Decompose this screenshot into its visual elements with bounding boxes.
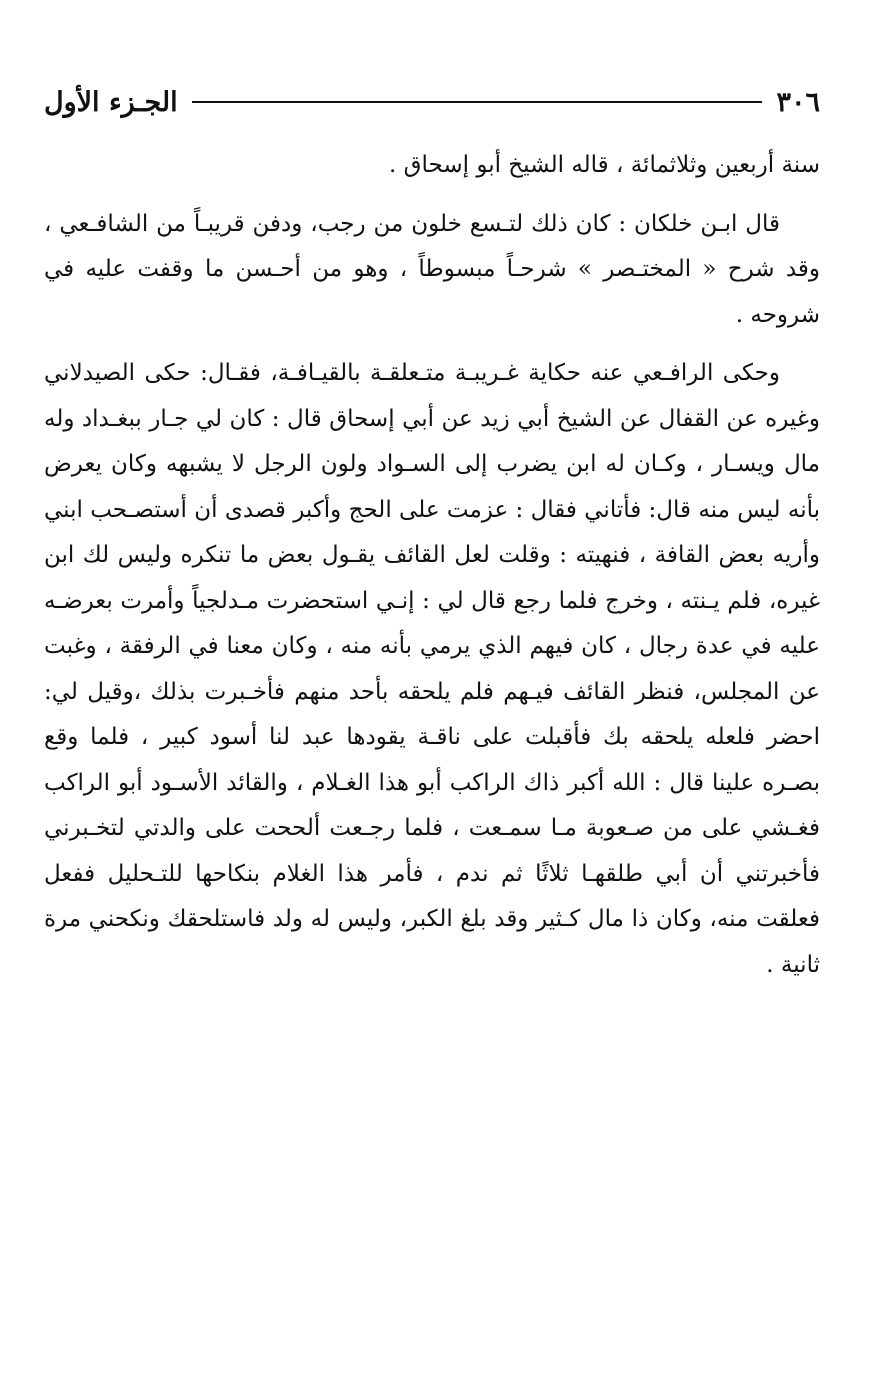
page-header bbox=[44, 82, 820, 122]
running-title: الجـزء الأول bbox=[44, 86, 178, 118]
paragraph-3: وحكى الرافـعي عنه حكاية غـريبـة متـعلقـة بالقيـافـة، فقـال: حكى الصيدلاني وغيره عن القفال عن الشيخ أبي زيد عن أبي إسحاق قال : كان لي جـار ببغـداد وله مال ويسـار ، وكـان له ابن يضرب إلى السـواد ولون الرجل لا يشبهه وكان يعرض بأنه ليس منه قال: فأتاني فقال : عزمت على الحج وأكبر قصدى أن أستصـحب ابني وأريه بعض القافة ، فنهيته : وقلت لعل القائف يقـول بعض ما تنكره وليس لك ابن غيره، فلم يـنته ، وخرج فلما رجع قال لي : إنـي استحضرت مـدلجياً وأمرت بعرضـه عليه في عدة رجال ، كان فيهم الذي يرمي بأنه منه ، وكان معنا في الرفقة ، وغبت عن المجلس، فنظر القائف فيـهم فلم يلحقه بأحد منهم فأخـبرت بذلك ،وقيل لي: احضر فلعله يلحقه بك فأقبلت على ناقـة يقودها عبد لنا أسود كبير ، فلما وقع بصـره علينا قال : الله أكبر ذاك الراكب أبو هذا الغـلام ، والقائد الأسـود أبو الراكب فغـشي على من صـعوبة مـا سمـعت ، فلما رجـعت ألححت على والدتي لتخـبرني فأخبرتني أن أبي طلقهـا ثلاثًا ثم ندم ، فأمر هذا الغلام بنكاحها للتـحليل ففعل فعلقت منه، وكان ذا مال كـثير وقد بلغ الكبر، وليس له ولد فاستلحقك ونكحني مرة ثانية . bbox=[44, 360, 820, 978]
page-number: ٣٠٦ bbox=[776, 86, 820, 118]
paragraph-1: سنة أربعين وثلاثمائة ، قاله الشيخ أبو إسحاق . bbox=[389, 152, 820, 178]
body-text bbox=[44, 143, 820, 988]
paragraph-2: قال ابـن خلكان : كان ذلك لتـسع خلون من رجب، ودفن قريبـاً من الشافـعي ، وقد شرح « المختـصر » شرحـاً مبسوطاً ، وهو من أحـسن ما وقفت عليه في شروحه . bbox=[44, 210, 820, 328]
header-rule bbox=[192, 101, 763, 103]
